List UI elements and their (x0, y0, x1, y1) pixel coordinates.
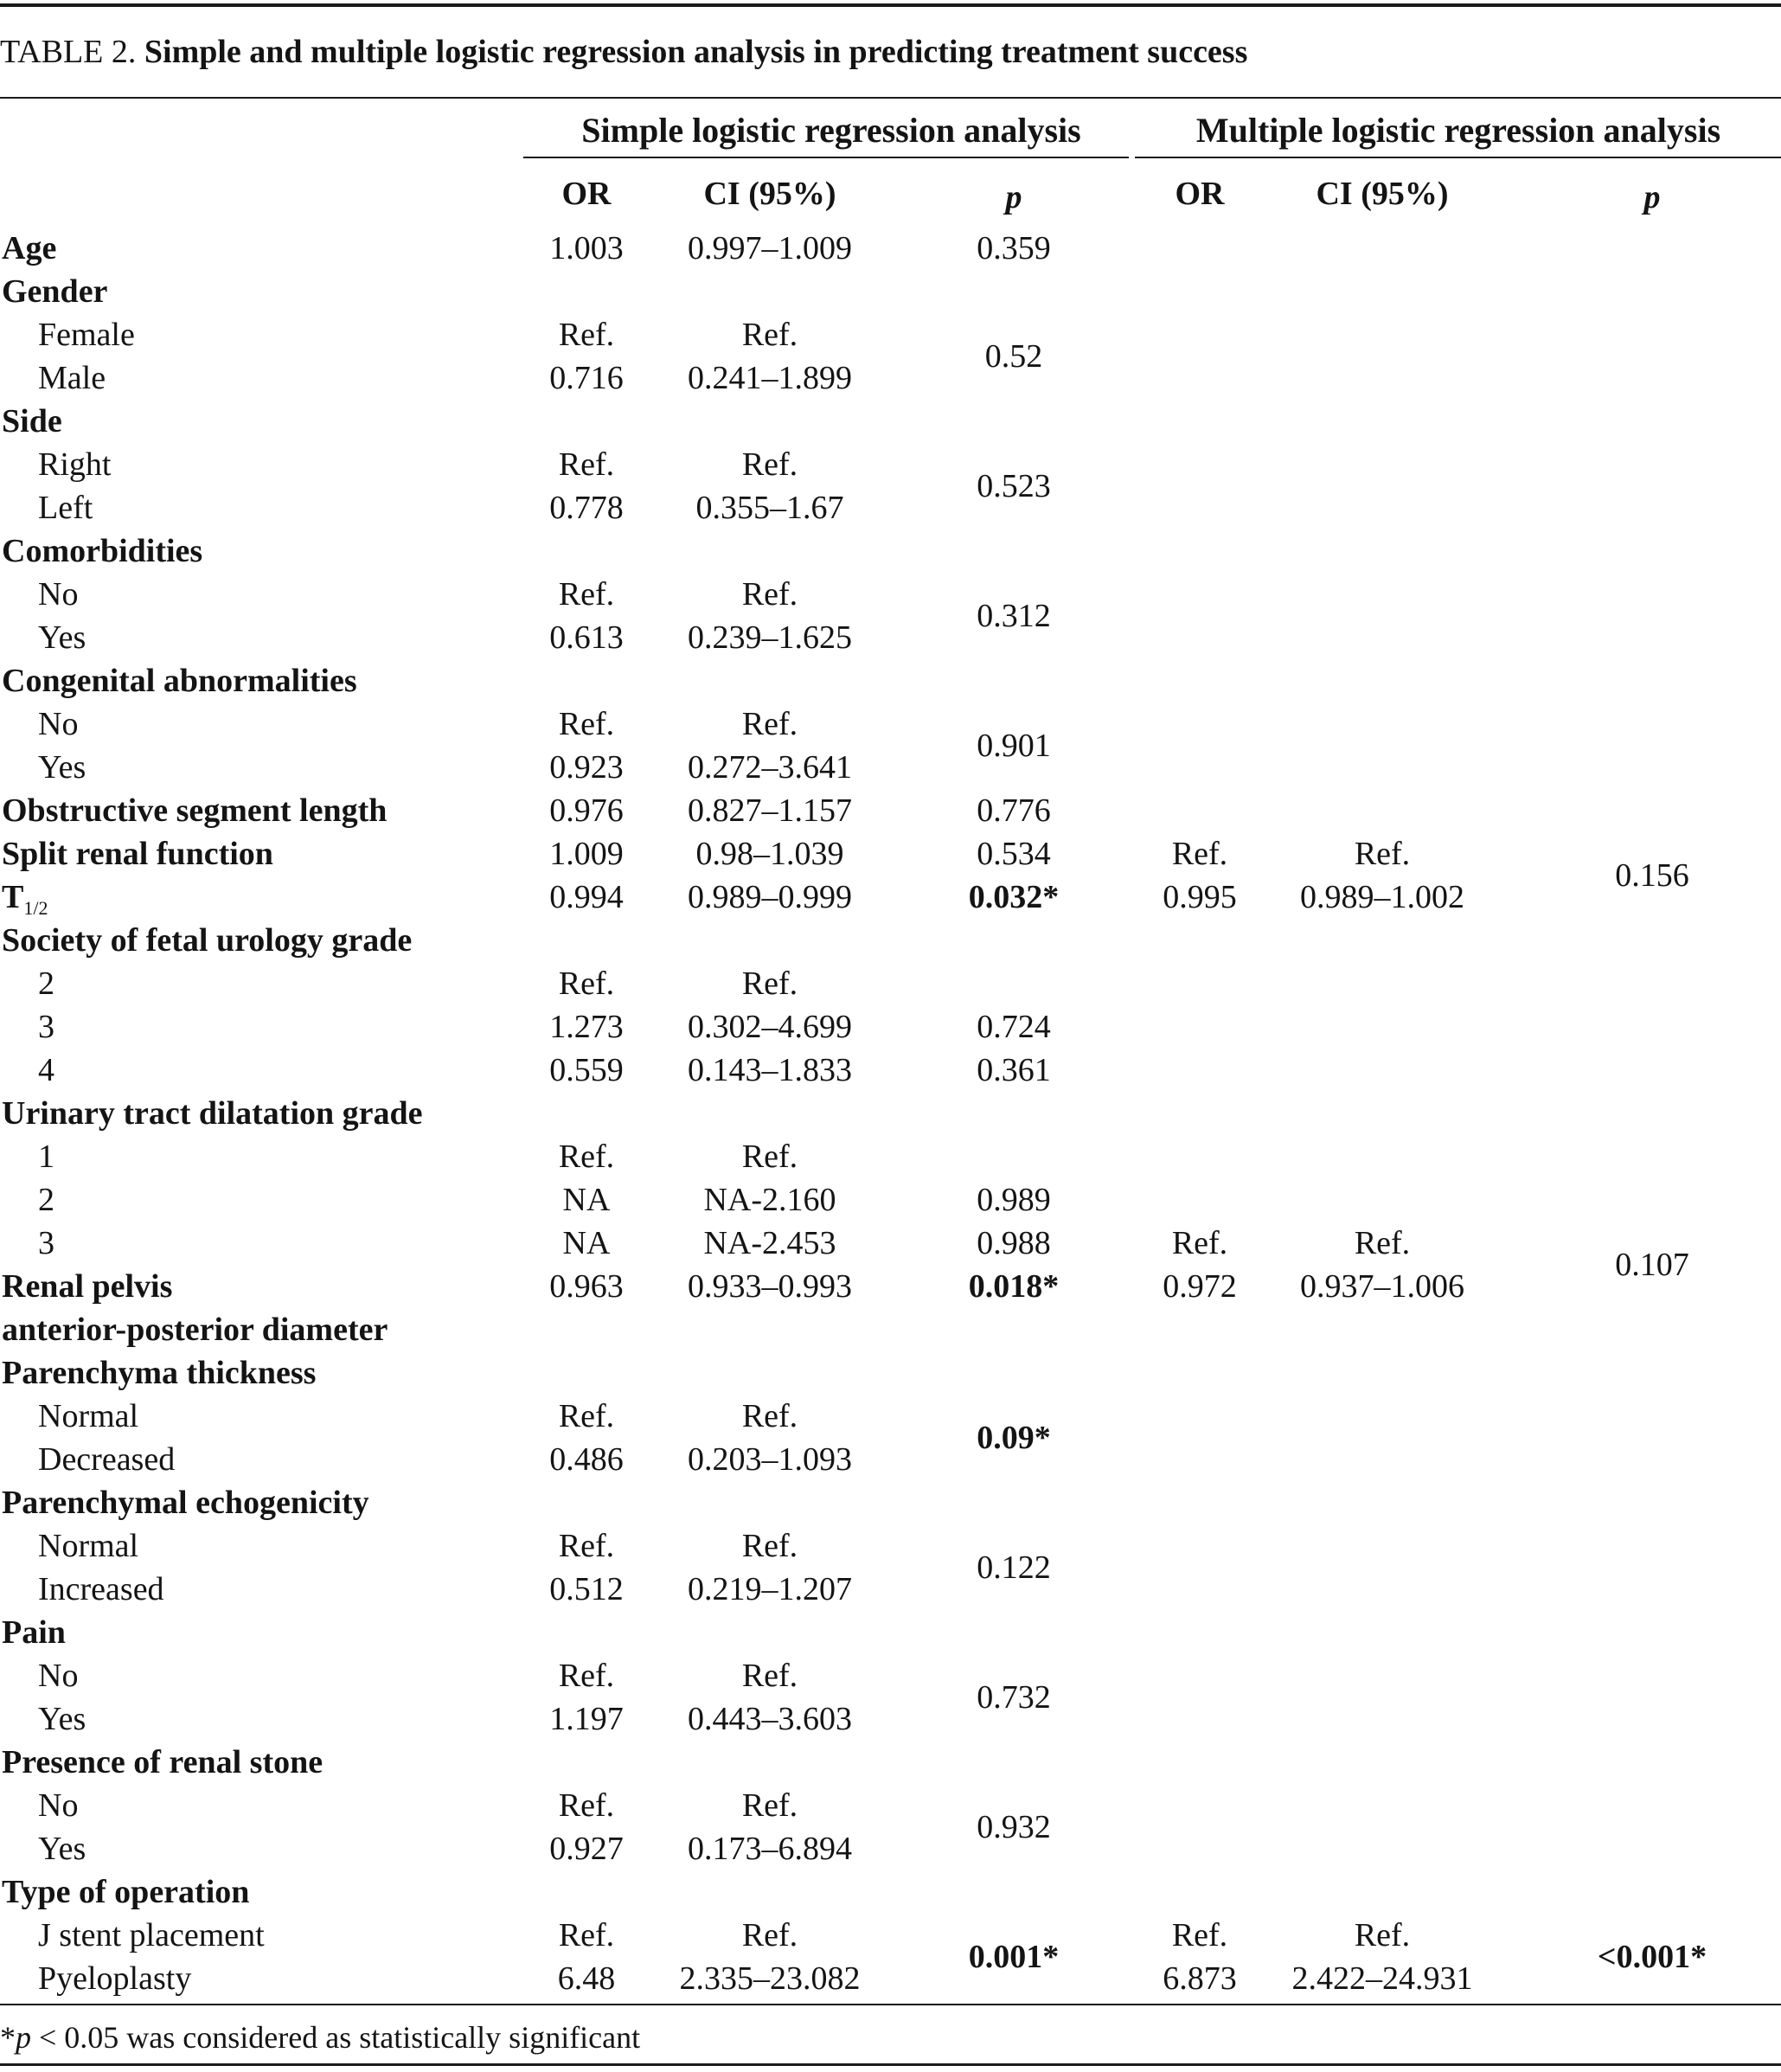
row-group-label: Gender (2, 273, 108, 310)
col-header-p-multiple: p (1643, 179, 1661, 215)
simple-group-header: Simple logistic regression analysis (581, 111, 1081, 150)
row-sub-label: Left (38, 490, 93, 526)
ci-simple-cell: Ref. (741, 706, 798, 742)
or-simple-cell: 0.927 (549, 1831, 624, 1867)
row-sub-label: Female (38, 317, 135, 353)
or-simple-cell: 1.197 (549, 1701, 624, 1737)
row-sub-label: Normal (38, 1398, 139, 1434)
row-sub-label: 1 (38, 1139, 54, 1175)
row-sub-label: Right (38, 446, 112, 483)
or-simple-cell: 0.559 (549, 1052, 624, 1088)
or-simple-cell: Ref. (558, 1917, 615, 1953)
col-header-or-simple: OR (561, 176, 612, 212)
footnote-symbol: p (16, 2020, 31, 2055)
or-simple-cell: Ref. (558, 706, 615, 742)
p-simple-cell: 0.032* (968, 879, 1060, 915)
p-simple-cell: 0.901 (977, 728, 1051, 764)
row-sub-label: Yes (38, 749, 86, 786)
ci-simple-cell: Ref. (741, 446, 798, 483)
ci-simple-cell: Ref. (741, 965, 798, 1002)
or-simple-cell: Ref. (558, 1787, 615, 1824)
or-multiple-cell: Ref. (1171, 1917, 1228, 1953)
row-group-label: Parenchymal echogenicity (2, 1485, 369, 1521)
or-simple-cell: 6.48 (557, 1960, 616, 1997)
row-sub-label: 3 (38, 1009, 54, 1045)
row-sub-label: Male (38, 360, 106, 396)
row-group-label: $T_{1/2}$ (2, 879, 48, 919)
or-simple-cell: Ref. (558, 446, 615, 483)
row-sub-label: Yes (38, 1831, 86, 1867)
or-multiple-cell: 0.972 (1163, 1268, 1237, 1305)
col-header-or-multiple: OR (1175, 176, 1225, 212)
or-simple-cell: 0.613 (549, 619, 624, 656)
ci-multiple-cell: Ref. (1354, 1917, 1411, 1953)
or-simple-cell: Ref. (558, 1398, 615, 1434)
footnote (0, 2019, 640, 2056)
row-sub-label: Increased (38, 1571, 164, 1607)
row-group-label: Congenital abnormalities (2, 663, 357, 699)
ci-simple-cell: 0.827–1.157 (688, 792, 852, 829)
or-multiple-cell: 0.995 (1163, 879, 1237, 915)
p-simple-cell: 0.534 (977, 836, 1051, 872)
ci-simple-cell: 0.355–1.67 (695, 490, 844, 526)
row-group-label: Type of operation (2, 1874, 250, 1910)
or-simple-cell: 0.778 (549, 490, 624, 526)
row-sub-label: Yes (38, 619, 86, 656)
p-simple-cell: 0.001* (968, 1939, 1060, 1975)
or-simple-cell: 1.009 (549, 836, 624, 872)
bottom-rule (0, 2063, 1781, 2066)
multiple-group-rule (1135, 157, 1781, 158)
p-simple-cell: 0.361 (977, 1052, 1051, 1088)
row-group-label: Pain (2, 1614, 66, 1651)
table-title: Simple and multiple logistic regression analysis in predicting treatment success (144, 34, 1248, 70)
subscript: 1/2 (23, 897, 48, 919)
row-group-label: Side (2, 403, 62, 439)
or-simple-cell: Ref. (558, 1528, 615, 1564)
ci-simple-cell: NA-2.453 (703, 1225, 836, 1261)
p-simple-cell: 0.09* (977, 1420, 1051, 1456)
row-sub-label: 3 (38, 1225, 54, 1261)
caption-rule (0, 97, 1781, 99)
ci-simple-cell: Ref. (741, 1139, 798, 1175)
row-group-label: Comorbidities (2, 533, 203, 569)
row-sub-label: No (38, 576, 79, 613)
or-simple-cell: NA (562, 1225, 611, 1261)
or-multiple-cell: Ref. (1171, 836, 1228, 872)
p-multiple-cell: 0.156 (1615, 857, 1689, 894)
row-group-label: anterior-posterior diameter (2, 1312, 388, 1348)
row-sub-label: Normal (38, 1528, 139, 1564)
row-group-label: Parenchyma thickness (2, 1355, 317, 1391)
or-simple-cell: 1.003 (549, 230, 624, 266)
ci-simple-cell: 0.98–1.039 (695, 836, 844, 872)
ci-simple-cell: 0.272–3.641 (688, 749, 852, 786)
col-header-ci-simple: CI (95%) (703, 176, 836, 212)
row-group-label: Presence of renal stone (2, 1744, 324, 1780)
ci-simple-cell: NA-2.160 (703, 1182, 836, 1218)
p-simple-cell: 0.52 (984, 338, 1043, 375)
row-group-label: Obstructive segment length (2, 792, 388, 829)
ci-simple-cell: 2.335–23.082 (679, 1960, 861, 1997)
ci-multiple-cell: 2.422–24.931 (1291, 1960, 1473, 1997)
ci-simple-cell: Ref. (741, 317, 798, 353)
or-simple-cell: Ref. (558, 965, 615, 1002)
ci-simple-cell: 0.203–1.093 (688, 1441, 852, 1478)
row-group-label: Urinary tract dilatation grade (2, 1095, 423, 1132)
or-simple-cell: 0.486 (549, 1441, 624, 1478)
or-simple-cell: 0.994 (549, 879, 624, 915)
ci-simple-cell: 0.933–0.993 (688, 1268, 852, 1305)
or-multiple-cell: Ref. (1171, 1225, 1228, 1261)
ci-simple-cell: 0.997–1.009 (688, 230, 852, 266)
row-sub-label: No (38, 706, 79, 742)
ci-simple-cell: Ref. (741, 1528, 798, 1564)
p-multiple-cell: 0.107 (1615, 1247, 1689, 1283)
ci-simple-cell: Ref. (741, 1787, 798, 1824)
multiple-group-header: Multiple logistic regression analysis (1195, 111, 1721, 150)
p-simple-cell: 0.523 (977, 468, 1051, 504)
ci-multiple-cell: 0.989–1.002 (1300, 879, 1464, 915)
table-label: TABLE 2. (0, 34, 137, 70)
ci-simple-cell: 0.989–0.999 (688, 879, 852, 915)
or-simple-cell: 0.923 (549, 749, 624, 786)
top-rule (0, 3, 1781, 7)
row-sub-label: No (38, 1787, 79, 1824)
or-simple-cell: 0.976 (549, 792, 624, 829)
ci-simple-cell: Ref. (741, 1658, 798, 1694)
or-multiple-cell: 6.873 (1163, 1960, 1237, 1997)
or-simple-cell: 0.716 (549, 360, 624, 396)
p-simple-cell: 0.776 (977, 792, 1051, 829)
p-simple-cell: 0.312 (977, 598, 1051, 634)
or-simple-cell: Ref. (558, 1658, 615, 1694)
row-sub-label: 2 (38, 1182, 54, 1218)
ci-simple-cell: 0.302–4.699 (688, 1009, 852, 1045)
col-header-p-simple: p (1005, 179, 1022, 215)
ci-simple-cell: 0.443–3.603 (688, 1701, 852, 1737)
p-simple-cell: 0.122 (977, 1549, 1051, 1586)
or-simple-cell: Ref. (558, 1139, 615, 1175)
or-simple-cell: 0.512 (549, 1571, 624, 1607)
row-sub-label: Yes (38, 1701, 86, 1737)
row-group-label: Society of fetal urology grade (2, 922, 413, 959)
ci-multiple-cell: 0.937–1.006 (1300, 1268, 1464, 1305)
ci-multiple-cell: Ref. (1354, 1225, 1411, 1261)
row-sub-label: Decreased (38, 1441, 176, 1478)
simple-group-rule (523, 157, 1129, 158)
ci-multiple-cell: Ref. (1354, 836, 1411, 872)
or-simple-cell: NA (562, 1182, 611, 1218)
or-simple-cell: Ref. (558, 576, 615, 613)
or-simple-cell: 0.963 (549, 1268, 624, 1305)
ci-simple-cell: 0.219–1.207 (688, 1571, 852, 1607)
ci-simple-cell: 0.143–1.833 (688, 1052, 852, 1088)
ci-simple-cell: 0.239–1.625 (688, 619, 852, 656)
footnote-text: < 0.05 was considered as statistically significant (31, 2020, 641, 2055)
p-simple-cell: 0.018* (968, 1268, 1060, 1305)
ci-simple-cell: Ref. (741, 1917, 798, 1953)
ci-simple-cell: Ref. (741, 576, 798, 613)
or-simple-cell: Ref. (558, 317, 615, 353)
row-sub-label: Pyeloplasty (38, 1960, 192, 1997)
p-simple-cell: 0.732 (977, 1679, 1051, 1716)
ci-simple-cell: 0.173–6.894 (688, 1831, 852, 1867)
row-sub-label: 2 (38, 965, 54, 1002)
footer-rule (0, 2004, 1781, 2005)
p-simple-cell: 0.932 (977, 1809, 1051, 1845)
row-sub-label: J stent placement (38, 1917, 265, 1953)
p-simple-cell: 0.359 (977, 230, 1051, 266)
or-simple-cell: 1.273 (549, 1009, 624, 1045)
ci-simple-cell: 0.241–1.899 (688, 360, 852, 396)
p-simple-cell: 0.988 (977, 1225, 1051, 1261)
p-simple-cell: 0.724 (977, 1009, 1051, 1045)
row-group-label: Split renal function (2, 836, 273, 872)
ci-simple-cell: Ref. (741, 1398, 798, 1434)
col-header-ci-multiple: CI (95%) (1316, 176, 1449, 212)
p-simple-cell: 0.989 (977, 1182, 1051, 1218)
row-group-label: Renal pelvis (2, 1268, 173, 1305)
table-caption (0, 33, 1247, 71)
row-sub-label: 4 (38, 1052, 54, 1088)
row-group-label: Age (2, 230, 57, 266)
row-sub-label: No (38, 1658, 79, 1694)
p-multiple-cell: <0.001* (1597, 1939, 1707, 1975)
footnote-marker: * (0, 2020, 16, 2055)
